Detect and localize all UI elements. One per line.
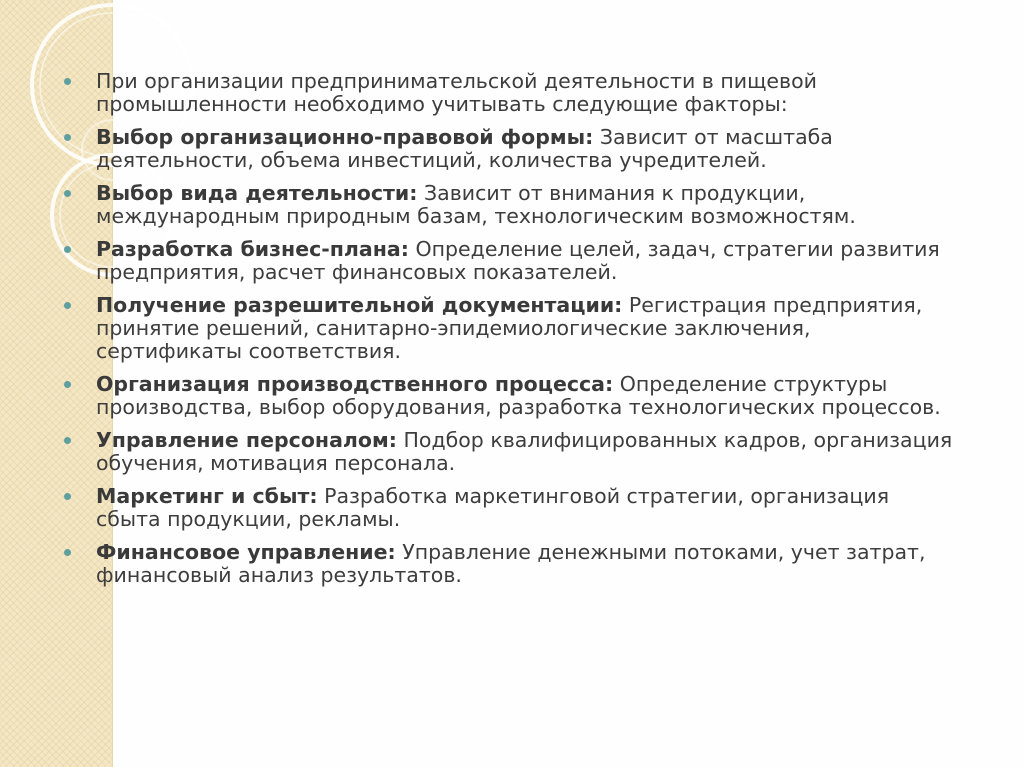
bullet-item: [60, 182, 960, 228]
bullet-term: Маркетинг и сбыт:: [96, 484, 318, 508]
bullet-text: Определение структуры производства, выбор оборудования, разработка технологических процессов.: [96, 372, 941, 419]
bullet-item: [60, 429, 960, 475]
bullet-text: Подбор квалифицированных кадров, организация обучения, мотивация персонала.: [96, 428, 953, 475]
bullet-term: Выбор вида деятельности:: [96, 181, 418, 205]
bullet-text: Зависит от внимания к продукции, международным природным базам, технологическим возможностям.: [96, 181, 856, 228]
bullet-text: Определение целей, задач, стратегии развития предприятия, расчет финансовых показателей.: [96, 237, 940, 284]
bullet-dot-icon: [64, 381, 71, 388]
slide-content: [60, 70, 960, 597]
bullet-item: [60, 126, 960, 172]
bullet-item: [60, 541, 960, 587]
bullet-dot-icon: [64, 549, 71, 556]
bullet-text: Управление денежными потоками, учет затрат, финансовый анализ результатов.: [96, 540, 926, 587]
bullet-dot-icon: [64, 134, 71, 141]
bullet-term: Разработка бизнес-плана:: [96, 237, 409, 261]
bullet-text: При организации предпринимательской деятельности в пищевой промышленности необходимо учитывать следующие факторы:: [96, 69, 817, 116]
bullet-text: Разработка маркетинговой стратегии, организация сбыта продукции, рекламы.: [96, 484, 890, 531]
bullet-term: Получение разрешительной документации:: [96, 293, 623, 317]
bullet-term: Выбор организационно-правовой формы:: [96, 125, 594, 149]
bullet-dot-icon: [64, 78, 71, 85]
bullet-item: [60, 373, 960, 419]
bullet-dot-icon: [64, 190, 71, 197]
bullet-item: [60, 238, 960, 284]
bullet-text: Регистрация предприятия, принятие решений, санитарно-эпидемиологические заключения, сертификаты соответствия.: [96, 293, 923, 363]
bullet-term: Управление персоналом:: [96, 428, 397, 452]
bullet-dot-icon: [64, 493, 71, 500]
bullet-dot-icon: [64, 246, 71, 253]
bullet-term: Финансовое управление:: [96, 540, 396, 564]
bullet-item: [60, 485, 960, 531]
bullet-text: Зависит от масштаба деятельности, объема инвестиций, количества учредителей.: [96, 125, 833, 172]
bullet-term: Организация производственного процесса:: [96, 372, 614, 396]
bullet-list: [60, 70, 960, 587]
bullet-dot-icon: [64, 302, 71, 309]
bullet-item: [60, 294, 960, 363]
bullet-item: [60, 70, 960, 116]
bullet-dot-icon: [64, 437, 71, 444]
